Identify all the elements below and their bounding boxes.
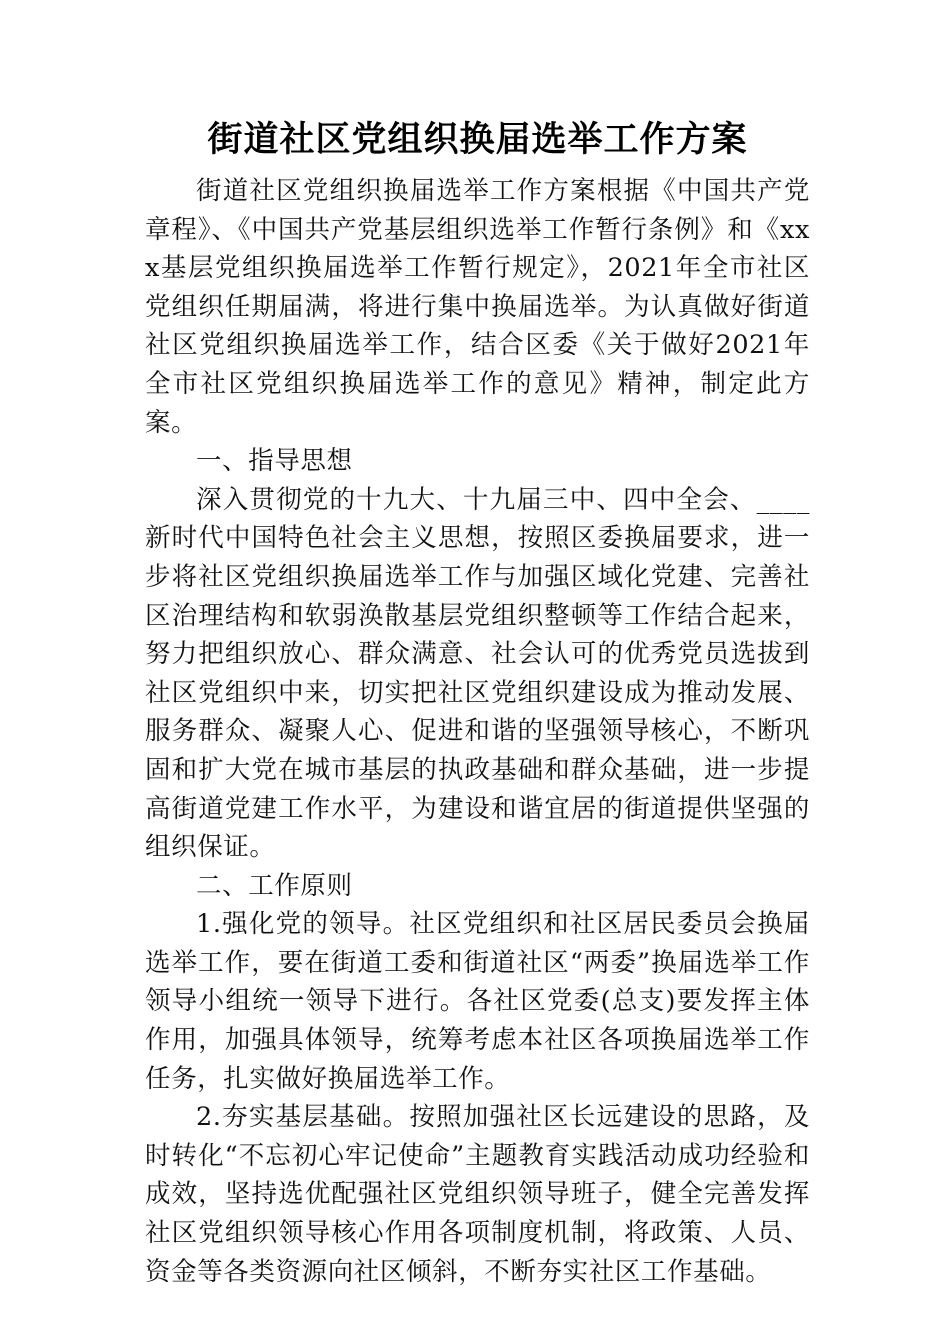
intro-paragraph: 街道社区党组织换届选举工作方案根据《中国共产党章程》、《中国共产党基层组织选举工作暂行条例》和《xxx基层党组织换届选举工作暂行规定》，2021年全市社区党组织任期届满，将进行集中换届选举。为认真做好街道社区党组织换届选举工作，结合区委《关于做好2021年全市社区党组织换届选举工作的意见》精神，制定此方案。	[145, 176, 810, 438]
principle-item-2: 2.夯实基层基础。按照加强社区长远建设的思路，及时转化“不忘初心牢记使命”主题教育实践活动成功经验和成效，坚持选优配强社区党组织领导班子，健全完善发挥社区党组织领导核心作用各项制度机制，将政策、人员、资金等各类资源向社区倾斜，不断夯实社区工作基础。	[145, 1102, 810, 1287]
section-heading-work-principles: 二、工作原则	[196, 870, 353, 901]
section-heading-guiding-ideology: 一、指导思想	[196, 446, 353, 477]
document-body	[145, 112, 810, 1291]
document-title: 街道社区党组织换届选举工作方案	[207, 120, 748, 160]
principle-item-1: 1.强化党的领导。社区党组织和社区居民委员会换届选举工作，要在街道工委和街道社区“两委”换届选举工作领导小组统一领导下进行。各社区党委(总支)要发挥主体作用，加强具体领导，统筹考虑本社区各项换届选举工作任务，扎实做好换届选举工作。	[145, 909, 810, 1094]
guiding-ideology-paragraph: 深入贯彻党的十九大、十九届三中、四中全会、____新时代中国特色社会主义思想，按照区委换届要求，进一步将社区党组织换届选举工作与加强区域化党建、完善社区治理结构和软弱涣散基层党组织整顿等工作结合起来，努力把组织放心、群众满意、社会认可的优秀党员选拔到社区党组织中来，切实把社区党组织建设成为推动发展、服务群众、凝聚人心、促进和谐的坚强领导核心，不断巩固和扩大党在城市基层的执政基础和群众基础，进一步提高街道党建工作水平，为建设和谐宜居的街道提供坚强的组织保证。	[145, 484, 810, 863]
